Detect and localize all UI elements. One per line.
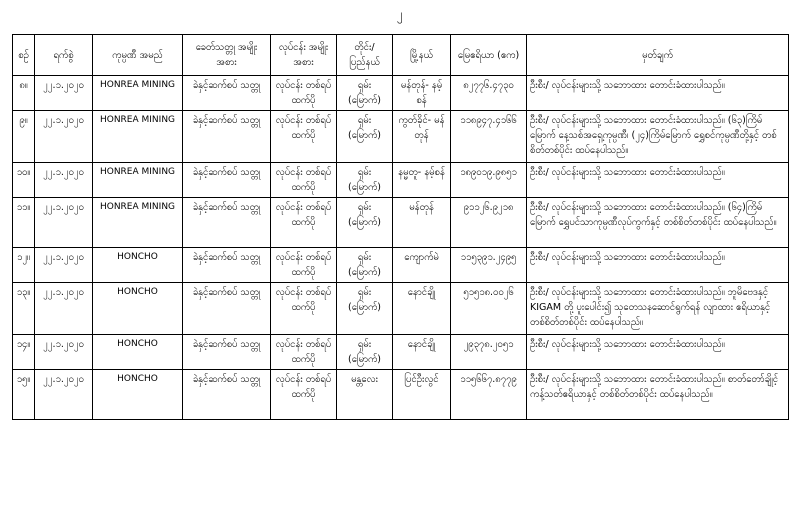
header-business-type: လုပ်ငန်း အမျိုးအစား xyxy=(271,35,337,76)
row-mineral: ခဲနှင့်ဆက်စပ် သတ္တု xyxy=(183,163,271,198)
row-remarks: ဦးစီး/ လုပ်ငန်းများသို့ သဘောထား တောင်းခံထားပါသည်။ xyxy=(527,76,789,111)
row-date: ၂၂.၁.၂၀၂၀ xyxy=(35,283,93,335)
row-area: ၁၁၅၆၆၇.၈၇၇၉ xyxy=(451,370,527,420)
table-row xyxy=(13,248,789,283)
row-number: ၁၀။ xyxy=(13,163,35,198)
row-mineral: ခဲနှင့်ဆက်စပ် သတ္တု xyxy=(183,370,271,420)
row-remarks: ဦးစီး/ လုပ်ငန်းများသို့ သဘောထား တောင်းခံထားပါသည်။ xyxy=(527,163,789,198)
header-township: မြို့နယ် xyxy=(393,35,451,76)
row-company: HONREA MINING xyxy=(93,111,183,163)
row-area: ၁၁၈၉၄၇.၄၁၆၆ xyxy=(451,111,527,163)
row-number: ၁၂။ xyxy=(13,248,35,283)
row-region: ရှမ်း (မြောက်) xyxy=(337,335,393,370)
table-header-row xyxy=(13,35,789,76)
row-township: ကျောက်မဲ xyxy=(393,248,451,283)
row-remarks: ဦးစီး/ လုပ်ငန်းများသို့ သဘောထား တောင်းခံထားပါသည်။ စာတ်တော်ချိုင့် ကန့်သတ်ဧရိယာနှင့် တစ်စိတ်တစ်ပိုင်း ထပ်နေပါသည်။ xyxy=(527,370,789,420)
header-remarks: မှတ်ချက် xyxy=(527,35,789,76)
row-number: ၁၁။ xyxy=(13,198,35,248)
row-township: ကွတ်ခိုင်- မန်တုန် xyxy=(393,111,451,163)
row-remarks: ဦးစီး/ လုပ်ငန်းများသို့ သဘောထား တောင်းခံထားပါသည်။ ဘူမိဗေဒနှင့် KIGAM တို့ ပူးပေါင်း၍ သုတေသနဆောင်ရွက်ရန် လျာထား ဧရိယာနှင့် တစ်စိတ်တစ်ပိုင်း ထပ်နေပါသည်။ xyxy=(527,283,789,335)
row-company: HONCHO xyxy=(93,370,183,420)
row-township: နောင်ချို xyxy=(393,283,451,335)
row-number: ၁၄။ xyxy=(13,335,35,370)
row-date: ၂၂.၁.၂၀၂၀ xyxy=(35,370,93,420)
row-business-type: လုပ်ငန်း တစ်ရပ်ထက်ပို xyxy=(271,248,337,283)
header-date: ရက်စွဲ xyxy=(35,35,93,76)
header-region: တိုင်း/ ပြည်နယ် xyxy=(337,35,393,76)
row-business-type: လုပ်ငန်း တစ်ရပ်ထက်ပို xyxy=(271,111,337,163)
table-row xyxy=(13,370,789,420)
row-number: ၁၃။ xyxy=(13,283,35,335)
row-company: HONCHO xyxy=(93,335,183,370)
row-area: ၁၁၅၃၉၁.၂၄၉၅ xyxy=(451,248,527,283)
row-township: နောင်ချို xyxy=(393,335,451,370)
row-township: မန်တုန်- နမ့်စန် xyxy=(393,76,451,111)
row-business-type: လုပ်ငန်း တစ်ရပ်ထက်ပို xyxy=(271,283,337,335)
header-company: ကုမ္ပဏီ အမည် xyxy=(93,35,183,76)
row-company: HONREA MINING xyxy=(93,76,183,111)
row-region: ရှမ်း (မြောက်) xyxy=(337,163,393,198)
row-mineral: ခဲနှင့်ဆက်စပ် သတ္တု xyxy=(183,198,271,248)
row-number: ၈။ xyxy=(13,76,35,111)
row-township: နမ္မတူ- နမ့်စန် xyxy=(393,163,451,198)
row-remarks: ဦးစီး/ လုပ်ငန်းများသို့ သဘောထား တောင်းခံထားပါသည်။ xyxy=(527,248,789,283)
table-row xyxy=(13,111,789,163)
row-mineral: ခဲနှင့်ဆက်စပ် သတ္တု xyxy=(183,248,271,283)
row-business-type: လုပ်ငန်း တစ်ရပ်ထက်ပို xyxy=(271,76,337,111)
mining-permit-table xyxy=(12,34,789,420)
header-no: စဉ် xyxy=(13,35,35,76)
row-business-type: လုပ်ငန်း တစ်ရပ်ထက်ပို xyxy=(271,370,337,420)
row-company: HONCHO xyxy=(93,283,183,335)
header-mineral: ခေတ်သတ္တု အမျိုးအစား xyxy=(183,35,271,76)
header-area: မြေဧရိယာ (ဧက) xyxy=(451,35,527,76)
table-row xyxy=(13,163,789,198)
row-company: HONCHO xyxy=(93,248,183,283)
row-region: မန္တလေး xyxy=(337,370,393,420)
row-date: ၂၂.၁.၂၀၂၀ xyxy=(35,335,93,370)
row-company: HONREA MINING xyxy=(93,198,183,248)
row-area: ၉၁၁၂၆.၉၂၁၈ xyxy=(451,198,527,248)
table-row xyxy=(13,283,789,335)
row-region: ရှမ်း (မြောက်) xyxy=(337,198,393,248)
row-area: ၈၂၇၇၆.၄၇၃၀ xyxy=(451,76,527,111)
row-business-type: လုပ်ငန်း တစ်ရပ်ထက်ပို xyxy=(271,163,337,198)
row-region: ရှမ်း (မြောက်) xyxy=(337,76,393,111)
row-remarks: ဦးစီး/ လုပ်ငန်းများသို့ သဘောထား တောင်းခံထားပါသည်။ (၆၃)ကြိမ်မြောက် နေ့သစ်အရှေ့ကုမ္ပဏီ၊ (၂၄)ကြိမ်မြောက် ရွှေစင်ကုမ္ပဏီတို့နှင့် တစ်စိတ်တစ်ပိုင်း ထပ်နေပါသည်။ xyxy=(527,111,789,163)
row-business-type: လုပ်ငန်း တစ်ရပ်ထက်ပို xyxy=(271,335,337,370)
table-row xyxy=(13,76,789,111)
row-number: ၉။ xyxy=(13,111,35,163)
row-mineral: ခဲနှင့်ဆက်စပ် သတ္တု xyxy=(183,283,271,335)
row-date: ၂၂.၁.၂၀၂၀ xyxy=(35,198,93,248)
table-body xyxy=(13,76,789,420)
row-region: ရှမ်း (မြောက်) xyxy=(337,248,393,283)
row-township: ပြင်ဦးလွင် xyxy=(393,370,451,420)
page-number: ၂ xyxy=(397,7,403,21)
row-date: ၂၂.၁.၂၀၂၀ xyxy=(35,163,93,198)
row-company: HONREA MINING xyxy=(93,163,183,198)
row-township: မန်တုန် xyxy=(393,198,451,248)
row-mineral: ခဲနှင့်ဆက်စပ် သတ္တု xyxy=(183,111,271,163)
row-area: ၁၈၉၀၁၉.၉၈၅၁ xyxy=(451,163,527,198)
row-region: ရှမ်း (မြောက်) xyxy=(337,283,393,335)
row-remarks: ဦးစီး/ လုပ်ငန်းများသို့ သဘောထား တောင်းခံထားပါသည်။ xyxy=(527,335,789,370)
row-date: ၂၂.၁.၂၀၂၀ xyxy=(35,248,93,283)
row-number: ၁၅။ xyxy=(13,370,35,420)
row-date: ၂၂.၁.၂၀၂၀ xyxy=(35,111,93,163)
table-row xyxy=(13,198,789,248)
row-date: ၂၂.၁.၂၀၂၀ xyxy=(35,76,93,111)
row-area: ၅၁၅၁၈.၀၀၂၆ xyxy=(451,283,527,335)
row-mineral: ခဲနှင့်ဆက်စပ် သတ္တု xyxy=(183,335,271,370)
row-region: ရှမ်း (မြောက်) xyxy=(337,111,393,163)
table-row xyxy=(13,335,789,370)
row-remarks: ဦးစီး/ လုပ်ငန်းများသို့ သဘောထား တောင်းခံထားပါသည်။ (၆၄)ကြိမ်မြောက် ရွှေပင်သာကုမ္ပဏီလုပ်ကွက်နှင့် တစ်စိတ်တစ်ပိုင်း ထပ်နေပါသည်။ xyxy=(527,198,789,248)
row-area: ၂၉၃၇၈.၂၀၅၁ xyxy=(451,335,527,370)
row-business-type: လုပ်ငန်း တစ်ရပ်ထက်ပို xyxy=(271,198,337,248)
row-mineral: ခဲနှင့်ဆက်စပ် သတ္တု xyxy=(183,76,271,111)
